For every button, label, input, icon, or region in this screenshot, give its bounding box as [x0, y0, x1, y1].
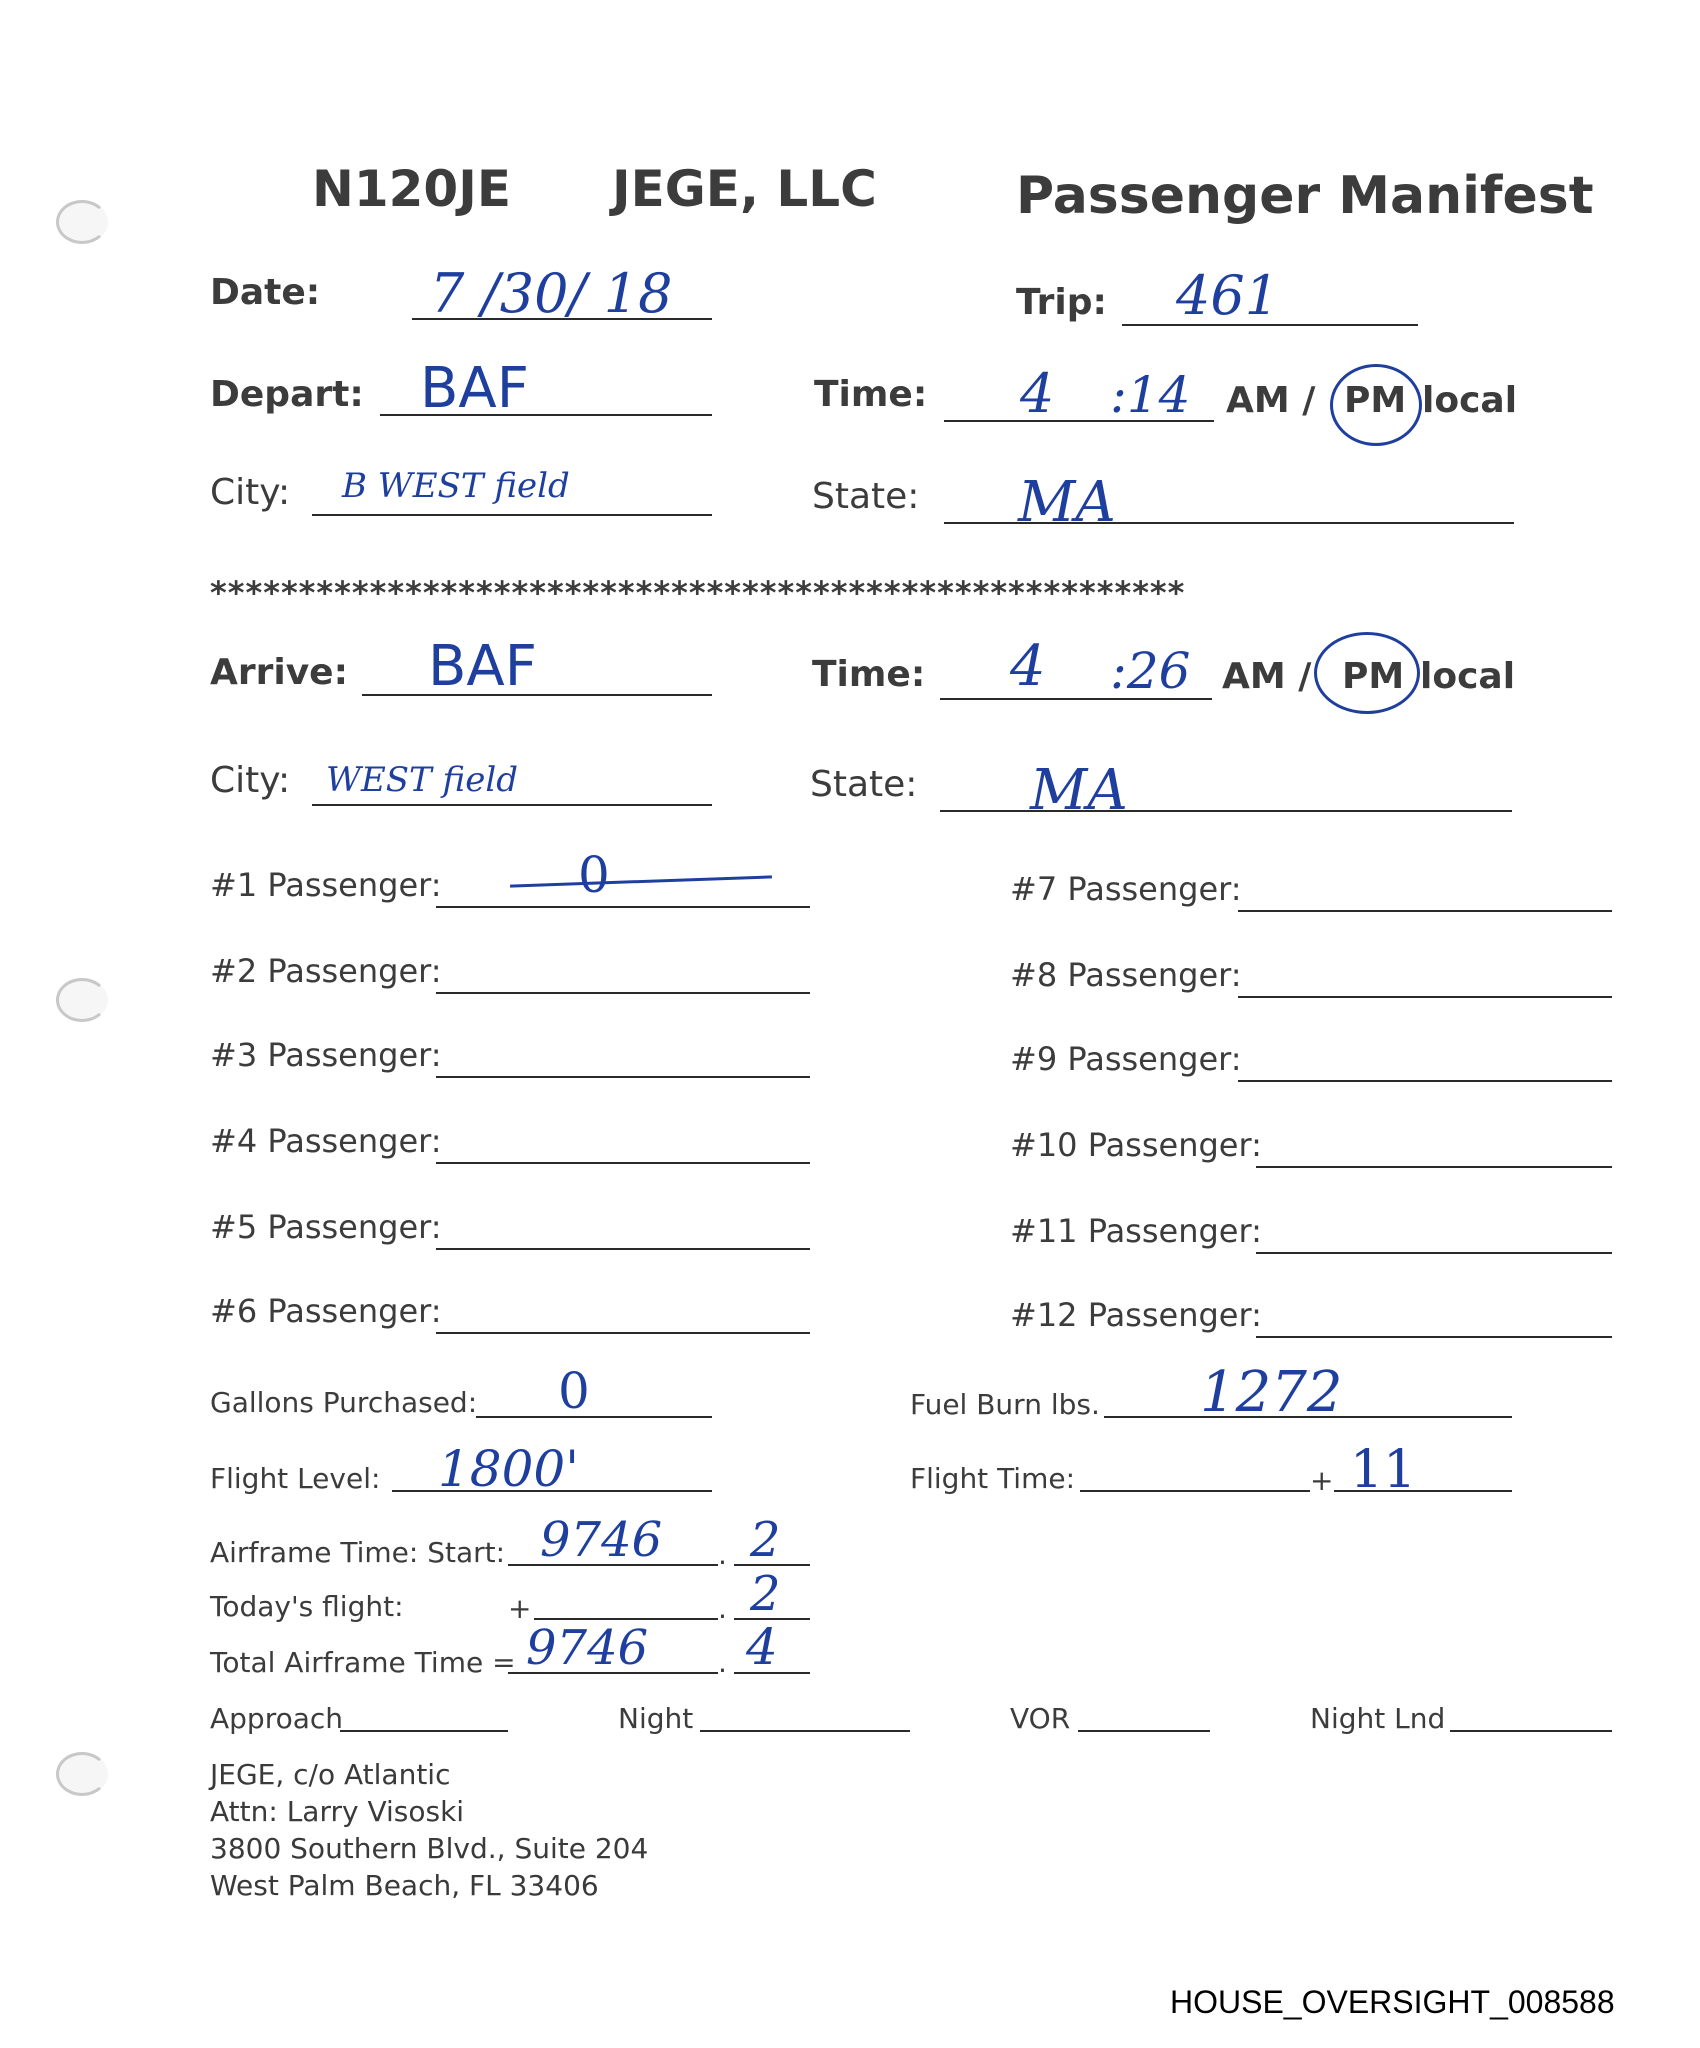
todays-flight-dot: .	[718, 1592, 727, 1625]
passenger-line-2	[436, 992, 810, 994]
todays-flight-tenths-value: 2	[750, 1566, 781, 1622]
total-airframe-whole-value: 9746	[526, 1620, 649, 1676]
depart-state-value: MA	[1018, 470, 1116, 535]
address-line-4: West Palm Beach, FL 33406	[210, 1869, 599, 1902]
night-line	[700, 1730, 910, 1732]
approach-label: Approach	[210, 1702, 344, 1735]
vor-label: VOR	[1010, 1702, 1071, 1735]
binder-hole-middle	[56, 978, 108, 1022]
address-block	[210, 1756, 648, 1904]
flight-time-label: Flight Time:	[910, 1462, 1076, 1495]
depart-city-line	[312, 514, 712, 516]
section-separator: *******************************************************	[210, 574, 1186, 612]
vor-line	[1078, 1730, 1210, 1732]
night-lnd-line	[1450, 1730, 1612, 1732]
airframe-start-dot: .	[718, 1538, 727, 1571]
passenger-line-1	[436, 906, 810, 908]
arrive-label: Arrive:	[210, 652, 348, 693]
arrive-state-value: MA	[1030, 758, 1128, 823]
total-airframe-tenths-value: 4	[746, 1618, 778, 1676]
arrive-city-line	[312, 804, 712, 806]
arrive-time-label: Time:	[812, 654, 926, 695]
airframe-start-label: Airframe Time: Start:	[210, 1536, 506, 1569]
depart-city-label: City:	[210, 472, 291, 513]
passenger-line-11	[1256, 1252, 1612, 1254]
night-lnd-label: Night Lnd	[1310, 1702, 1446, 1735]
passenger-line-8	[1238, 996, 1612, 998]
arrive-state-label: State:	[810, 764, 918, 805]
fuel-burn-value: 1272	[1200, 1360, 1343, 1425]
total-airframe-label: Total Airframe Time =	[210, 1646, 516, 1679]
passenger-line-5	[436, 1248, 810, 1250]
arrive-minute-value: :26	[1110, 642, 1191, 700]
todays-flight-label: Today's flight:	[210, 1590, 404, 1623]
depart-time-label: Time:	[814, 374, 928, 415]
passenger-label-2: #2 Passenger:	[210, 952, 442, 990]
date-label: Date:	[210, 272, 321, 313]
passenger-label-11: #11 Passenger:	[1010, 1212, 1262, 1250]
gallons-label: Gallons Purchased:	[210, 1386, 478, 1419]
passenger-line-4	[436, 1162, 810, 1164]
passenger1-strike	[510, 875, 772, 887]
fuel-burn-label: Fuel Burn lbs.	[910, 1388, 1100, 1421]
arrive-state-line	[940, 810, 1512, 812]
arrive-pm-label: PM	[1342, 656, 1405, 697]
passenger-label-7: #7 Passenger:	[1010, 870, 1242, 908]
depart-local-label: local	[1422, 380, 1518, 421]
trip-value: 461	[1176, 264, 1280, 327]
passenger-line-10	[1256, 1166, 1612, 1168]
airframe-start-tenths-value: 2	[750, 1512, 781, 1568]
gallons-line	[476, 1416, 712, 1418]
night-label: Night	[618, 1702, 694, 1735]
arrive-local-label: local	[1420, 656, 1516, 697]
passenger-line-12	[1256, 1336, 1612, 1338]
flight-level-label: Flight Level:	[210, 1462, 381, 1495]
airframe-start-whole-value: 9746	[540, 1512, 663, 1568]
passenger-label-9: #9 Passenger:	[1010, 1040, 1242, 1078]
depart-am-label: AM /	[1226, 380, 1316, 421]
bates-number: HOUSE_OVERSIGHT_008588	[1170, 1984, 1615, 2020]
todays-flight-plus: +	[508, 1592, 532, 1625]
company-name: JEGE, LLC	[612, 160, 877, 218]
depart-label: Depart:	[210, 374, 364, 415]
address-line-2: Attn: Larry Visoski	[210, 1795, 465, 1828]
passenger-line-3	[436, 1076, 810, 1078]
address-line-1: JEGE, c/o Atlantic	[210, 1758, 451, 1791]
form-title: Passenger Manifest	[1016, 166, 1594, 226]
passenger-label-4: #4 Passenger:	[210, 1122, 442, 1160]
depart-state-label: State:	[812, 476, 920, 517]
flight-time-plus: +	[1310, 1464, 1334, 1497]
total-airframe-dot: .	[718, 1646, 727, 1679]
passenger1-value: 0	[578, 846, 610, 904]
trip-label: Trip:	[1016, 282, 1107, 323]
binder-hole-bottom	[56, 1752, 108, 1796]
flight-time-value: 11	[1350, 1440, 1417, 1500]
depart-hour-value: 4	[1020, 362, 1055, 425]
passenger-label-3: #3 Passenger:	[210, 1036, 442, 1074]
arrive-am-label: AM /	[1222, 656, 1312, 697]
gallons-value: 0	[558, 1362, 590, 1420]
passenger-label-1: #1 Passenger:	[210, 866, 442, 904]
arrive-code-value: BAF	[428, 634, 537, 699]
passenger-label-10: #10 Passenger:	[1010, 1126, 1262, 1164]
arrive-hour-value: 4	[1010, 634, 1046, 699]
binder-hole-top	[56, 200, 108, 244]
depart-pm-label: PM	[1344, 380, 1407, 421]
arrive-city-value: WEST field	[326, 760, 518, 800]
passenger-label-8: #8 Passenger:	[1010, 956, 1242, 994]
flight-time-line	[1080, 1490, 1310, 1492]
depart-pm-circle-icon	[1330, 364, 1422, 446]
passenger-label-5: #5 Passenger:	[210, 1208, 442, 1246]
address-line-3: 3800 Southern Blvd., Suite 204	[210, 1832, 649, 1865]
passenger-label-12: #12 Passenger:	[1010, 1296, 1262, 1334]
flight-level-value: 1800'	[438, 1440, 579, 1498]
arrive-line	[362, 694, 712, 696]
tail-number: N120JE	[312, 160, 511, 218]
depart-code-value: BAF	[420, 356, 529, 421]
passenger-line-6	[436, 1332, 810, 1334]
passenger-line-7	[1238, 910, 1612, 912]
arrive-pm-circle-icon	[1314, 632, 1420, 714]
passenger-label-6: #6 Passenger:	[210, 1292, 442, 1330]
depart-city-value: B WEST field	[342, 466, 570, 506]
arrive-city-label: City:	[210, 760, 291, 801]
depart-minute-value: :14	[1110, 366, 1191, 424]
approach-line	[340, 1730, 508, 1732]
passenger-line-9	[1238, 1080, 1612, 1082]
date-value: 7 /30/ 18	[430, 262, 673, 325]
